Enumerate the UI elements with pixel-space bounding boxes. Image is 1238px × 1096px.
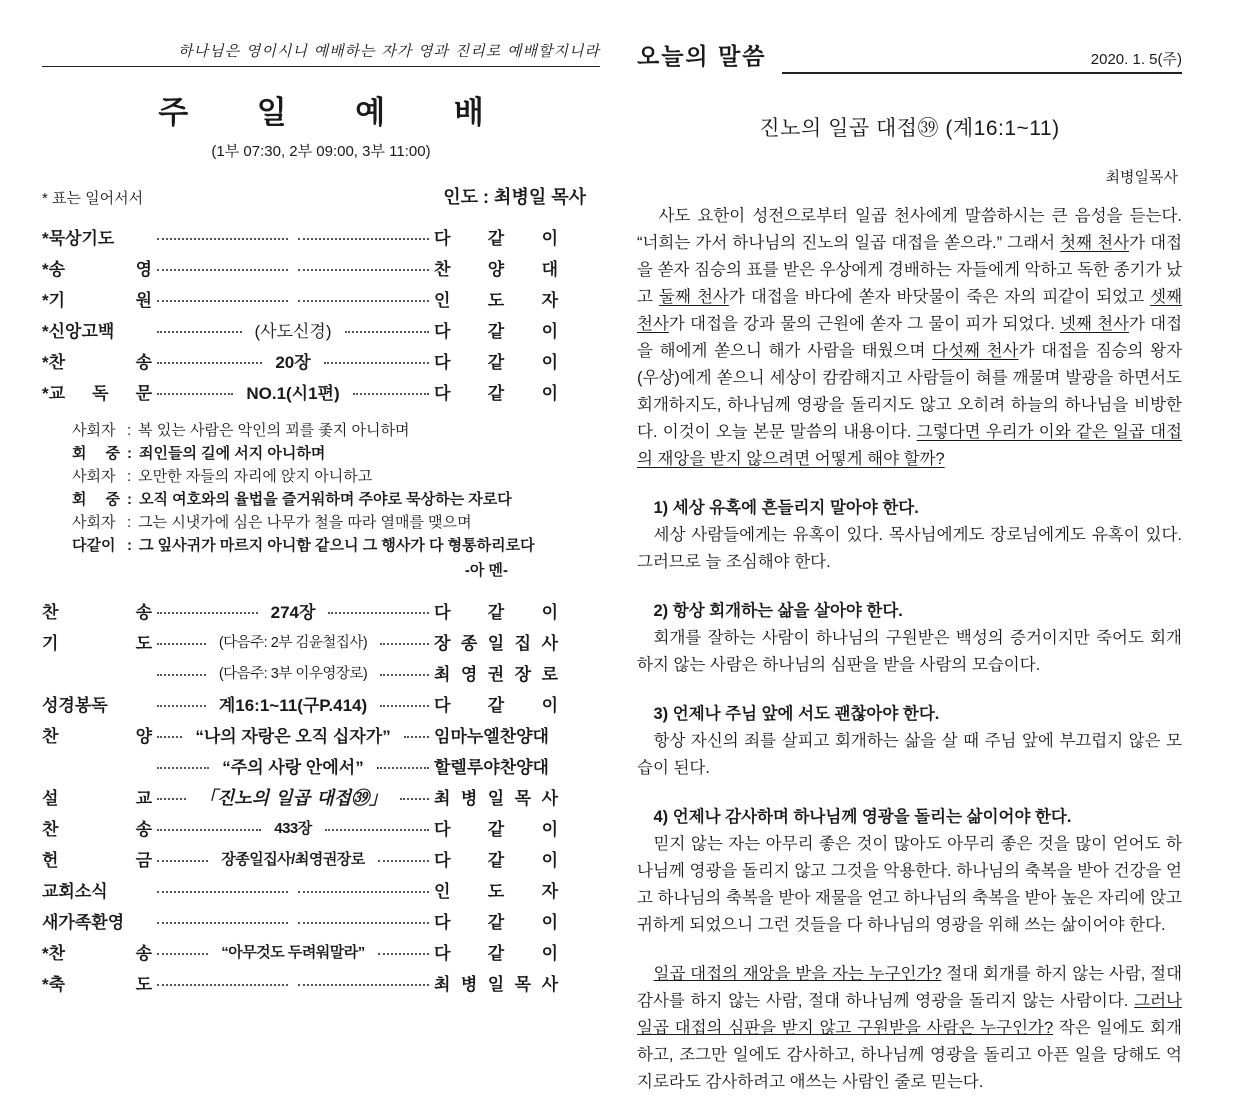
order-item-detail: “아무것도 두려워말라” bbox=[221, 944, 365, 961]
worship-order-list-1 bbox=[42, 221, 600, 407]
bulletin-left-page bbox=[42, 40, 600, 998]
order-item-detail: (사도신경) bbox=[254, 322, 332, 341]
dot-leader bbox=[157, 612, 258, 614]
sermon-title: 진노의 일곱 대접㊴ (계16:1~11) bbox=[759, 117, 1060, 140]
reading-speaker: 회 중 bbox=[72, 445, 120, 462]
order-item-label: *찬 송 bbox=[42, 944, 152, 963]
order-item-label: *교 독 문 bbox=[42, 384, 152, 403]
responsive-reading bbox=[72, 419, 560, 583]
order-row bbox=[42, 252, 558, 283]
reading-text: 오직 여호와의 율법을 즐거워하며 주야로 묵상하는 자로다 bbox=[139, 491, 512, 508]
dot-leader bbox=[157, 674, 206, 676]
order-item-performer: 다 같 이 bbox=[434, 913, 558, 932]
order-item-performer: 다 같 이 bbox=[434, 851, 559, 870]
dot-leader bbox=[328, 612, 429, 614]
order-item-detail: “주의 사랑 안에서” bbox=[222, 758, 364, 777]
sermon-point bbox=[637, 495, 1182, 576]
order-row bbox=[42, 595, 558, 626]
order-item-label: 설 교 bbox=[42, 789, 152, 808]
order-item-performer: 최 영 권 장 로 bbox=[434, 665, 558, 684]
order-item-performer: 다 같 이 bbox=[434, 696, 559, 715]
reading-line bbox=[72, 419, 560, 442]
page-title: 주 일 예 배 bbox=[158, 95, 514, 130]
reading-text: 그 잎사귀가 마르지 아니함 같으니 그 행사가 다 형통하리로다 bbox=[139, 537, 535, 554]
order-item-detail: 「진노의 일곱 대접㊴」 bbox=[198, 787, 388, 809]
reading-colon: : bbox=[127, 445, 132, 462]
reading-text: 그는 시냇가에 심은 나무가 철을 따라 열매를 맺으며 bbox=[138, 514, 472, 531]
order-item-detail: 장종일집사/최영권장로 bbox=[221, 851, 365, 868]
order-item-performer: 최 병 일 목 사 bbox=[434, 975, 558, 994]
sermon-author: 최병일목사 bbox=[1105, 169, 1178, 186]
order-item-label: *기 원 bbox=[42, 291, 152, 310]
reading-text: 복 있는 사람은 악인의 꾀를 좇지 아니하며 bbox=[138, 422, 410, 439]
order-item-detail: NO.1(시1편) bbox=[246, 384, 340, 403]
order-item-performer: 임마누엘찬양대 bbox=[434, 727, 549, 746]
order-row bbox=[42, 781, 558, 812]
order-item-performer: 다 같 이 bbox=[434, 353, 558, 372]
dot-leader bbox=[324, 362, 429, 364]
order-row bbox=[42, 719, 558, 750]
reading-colon: : bbox=[127, 514, 132, 531]
dot-leader bbox=[157, 736, 182, 738]
reading-speaker: 회 중 bbox=[72, 491, 120, 508]
order-row bbox=[42, 936, 558, 967]
reading-speaker: 다같이 bbox=[72, 537, 116, 554]
reading-colon: : bbox=[127, 468, 132, 485]
order-item-label: 성경봉독 bbox=[42, 696, 108, 715]
reading-colon: : bbox=[127, 491, 132, 508]
order-row bbox=[42, 967, 558, 998]
order-item-label: 찬 송 bbox=[42, 603, 152, 622]
order-item-detail: “나의 자랑은 오직 십자가” bbox=[195, 727, 391, 746]
dot-leader bbox=[157, 798, 186, 800]
dot-leader bbox=[157, 767, 209, 769]
sermon-intro-paragraph: 사도 요한이 성전으로부터 일곱 천사에게 말씀하시는 큰 음성을 듣는다. “너희는 가서 하나님의 진노의 일곱 대접을 쏟으라.” 그래서 첫째 천사가 대접을 쏟자 짐승의 표를 받은 우상에게 경배하는 자들에게 악하고 독한 종기가 났고 둘째 천사가 대접을 바다에 쏟자 바닷물이 죽은 자의 피같이 되었고 셋째 천사가 대접을 강과 물의 근원에 쏟자 그 물이 피가 되었다. 넷째 천사가 대접을 해에게 쏟으니 해가 사람을 태웠으며 다섯째 천사가 대접을 짐승의 왕자(우상)에게 쏟으니 세상이 캄캄해지고 사람들이 혀를 깨물며 발광을 하면서도 회개하지도, 하나님께 영광을 돌리지도 않고 오히려 하늘의 하나님을 비방한다. 이것이 오늘 본문 말씀의 내용이다. 그렇다면 우리가 이와 같은 일곱 대접의 재앙을 받지 않으려면 어떻게 해야 할까? bbox=[637, 207, 1183, 468]
dot-leader bbox=[353, 393, 429, 395]
sermon-point bbox=[637, 598, 1182, 679]
dot-leader bbox=[157, 829, 261, 831]
worship-order-list-2 bbox=[42, 595, 600, 998]
order-row bbox=[42, 314, 558, 345]
reading-text: 오만한 자들의 자리에 앉지 아니하고 bbox=[138, 468, 373, 485]
sermon-points bbox=[637, 495, 1182, 939]
order-item-label: 헌 금 bbox=[42, 851, 152, 870]
dot-leader bbox=[157, 953, 208, 955]
dot-leader bbox=[378, 860, 429, 862]
dot-leader bbox=[157, 362, 262, 364]
date: 2020. 1. 5(주) bbox=[1090, 51, 1182, 68]
order-item-performer: 다 같 이 bbox=[434, 322, 559, 341]
reading-colon: : bbox=[127, 537, 132, 554]
order-row bbox=[42, 657, 558, 688]
reading-speaker: 사회자 bbox=[72, 514, 116, 531]
order-row bbox=[42, 345, 558, 376]
dot-leader bbox=[380, 674, 429, 676]
order-row bbox=[42, 688, 558, 719]
dot-leader bbox=[377, 767, 429, 769]
order-item-detail: 274장 bbox=[270, 603, 316, 622]
order-item-label: 교회소식 bbox=[42, 882, 108, 901]
order-row bbox=[42, 843, 558, 874]
reading-text: 죄인들의 길에 서지 아니하며 bbox=[139, 445, 326, 462]
order-item-label: *묵상기도 bbox=[42, 229, 115, 248]
order-item-label: 새가족환영 bbox=[42, 913, 125, 932]
order-item-performer: 다 같 이 bbox=[434, 603, 559, 622]
dot-leader bbox=[325, 829, 429, 831]
dot-leader bbox=[157, 922, 288, 924]
dot-leader bbox=[400, 798, 429, 800]
order-row bbox=[42, 750, 558, 781]
order-row bbox=[42, 626, 558, 657]
dot-leader bbox=[298, 891, 429, 893]
sermon-point bbox=[637, 804, 1182, 939]
bulletin-right-page bbox=[637, 38, 1182, 1096]
reading-line bbox=[72, 488, 560, 511]
reading-line bbox=[72, 534, 560, 557]
dot-leader bbox=[298, 238, 429, 240]
order-item-label: 기 도 bbox=[42, 634, 152, 653]
order-item-performer: 인 도 자 bbox=[434, 882, 558, 901]
order-item-label: *찬 송 bbox=[42, 353, 152, 372]
service-times: (1부 07:30, 2부 09:00, 3부 11:00) bbox=[211, 143, 431, 160]
reading-speaker: 사회자 bbox=[72, 468, 116, 485]
amen-line: -아 멘- bbox=[464, 562, 508, 579]
reading-line bbox=[72, 465, 560, 488]
dot-leader bbox=[157, 643, 206, 645]
scripture-verse-header: 하나님은 영이시니 예배하는 자가 영과 진리로 예배할지니라 bbox=[42, 40, 600, 67]
order-row bbox=[42, 283, 558, 314]
order-item-performer: 최 병 일 목 사 bbox=[434, 789, 558, 808]
order-row bbox=[42, 874, 558, 905]
order-row bbox=[42, 905, 558, 936]
reading-line bbox=[72, 442, 560, 465]
dot-leader bbox=[345, 331, 430, 333]
sermon-point-heading: 3) 언제나 주님 앞에 서도 괜찮아야 한다. bbox=[653, 705, 940, 723]
order-item-performer: 인 도 자 bbox=[434, 291, 558, 310]
header-rule bbox=[782, 48, 1182, 74]
dot-leader bbox=[380, 643, 429, 645]
order-item-label: 찬 양 bbox=[42, 727, 152, 746]
dot-leader bbox=[298, 300, 429, 302]
reading-colon: : bbox=[127, 422, 132, 439]
order-item-performer: 할렐루야찬양대 bbox=[434, 758, 549, 777]
reading-line bbox=[72, 511, 560, 534]
dot-leader bbox=[157, 238, 288, 240]
dot-leader bbox=[157, 705, 206, 707]
sermon-point-body: 회개를 잘하는 사람이 하나님의 구원받은 백성의 증거이지만 죽어도 회개하지 않는 사람은 하나님의 심판을 받을 사람의 모습이다. bbox=[637, 629, 1182, 674]
order-item-performer: 장 종 일 집 사 bbox=[434, 634, 558, 653]
dot-leader bbox=[157, 331, 242, 333]
sermon-point-body: 믿지 않는 자는 아무리 좋은 것이 많아도 아무리 좋은 것을 많이 얻어도 하나님께 영광을 돌리지 않고 그것을 악용한다. 하나님의 축복을 받아 건강을 얻고 하나님의 축복을 받아 재물을 얻고 하나님의 축복을 받아 높은 자리에 앉고 귀하게 되었으니 그런 것들을 다 하나님의 영광을 위해 쓰는 삶이어야 한다. bbox=[637, 835, 1182, 934]
reading-speaker: 사회자 bbox=[72, 422, 116, 439]
dot-leader bbox=[298, 922, 429, 924]
dot-leader bbox=[298, 984, 429, 986]
order-item-performer: 다 같 이 bbox=[434, 820, 558, 839]
todays-word-header bbox=[637, 38, 1182, 74]
order-item-performer: 다 같 이 bbox=[434, 944, 558, 963]
order-item-performer: 다 같 이 bbox=[434, 384, 558, 403]
sermon-point bbox=[637, 701, 1182, 782]
dot-leader bbox=[378, 953, 429, 955]
sermon-point-heading: 4) 언제나 감사하며 하나님께 영광을 돌리는 삶이어야 한다. bbox=[653, 808, 1072, 826]
sermon-point-body: 세상 사람들에게는 유혹이 있다. 목사님에게도 장로님에게도 유혹이 있다. 그러므로 늘 조심해야 한다. bbox=[637, 526, 1182, 571]
dot-leader bbox=[157, 393, 233, 395]
responsive-reading-lines bbox=[72, 419, 560, 557]
order-item-detail: (다음주: 3부 이우영장로) bbox=[218, 666, 368, 682]
order-item-label: 찬 송 bbox=[42, 820, 152, 839]
order-item-performer: 찬 양 대 bbox=[434, 260, 558, 279]
dot-leader bbox=[157, 860, 208, 862]
dot-leader bbox=[380, 705, 429, 707]
order-row bbox=[42, 376, 558, 407]
order-item-label: *신앙고백 bbox=[42, 322, 115, 341]
order-row bbox=[42, 221, 558, 252]
stand-note: * 표는 일어서서 bbox=[42, 190, 144, 207]
sermon-body bbox=[637, 203, 1182, 1096]
dot-leader bbox=[157, 984, 288, 986]
order-item-detail: 계16:1~11(구P.414) bbox=[218, 696, 368, 715]
order-item-label: *송 영 bbox=[42, 260, 152, 279]
sermon-point-body: 항상 자신의 죄를 살피고 회개하는 삶을 살 때 주님 앞에 부끄럽지 않은 모습이 된다. bbox=[637, 732, 1182, 777]
service-leader: 인도 : 최병일 목사 bbox=[443, 187, 586, 207]
order-item-performer: 다 같 이 bbox=[434, 229, 558, 248]
todays-word-title: 오늘의 말씀 bbox=[637, 43, 767, 69]
note-row bbox=[42, 183, 600, 209]
dot-leader bbox=[404, 736, 429, 738]
sermon-point-heading: 1) 세상 유혹에 흔들리지 말아야 한다. bbox=[653, 499, 919, 517]
order-item-detail: (다음주: 2부 김윤철집사) bbox=[218, 635, 368, 651]
dot-leader bbox=[157, 891, 288, 893]
order-item-label: *축 도 bbox=[42, 975, 152, 994]
sermon-closing-paragraph: 일곱 대접의 재앙을 받을 자는 누구인가? 절대 회개를 하지 않는 사람, 절대 감사를 하지 않는 사람, 절대 하나님께 영광을 돌리지 않는 사람이다. 그러나 일곱 대접의 심판을 받지 않고 구원받을 사람은 누구인가? 작은 일에도 회개하고, 조그만 일에도 감사하고, 하나님께 영광을 돌리고 아픈 일을 당해도 억지로라도 감사하려고 애쓰는 사람인 줄로 믿는다. bbox=[637, 965, 1183, 1091]
dot-leader bbox=[298, 269, 429, 271]
order-item-detail: 20장 bbox=[275, 353, 311, 372]
dot-leader bbox=[157, 300, 288, 302]
order-item-detail: 433장 bbox=[274, 820, 312, 837]
order-row bbox=[42, 812, 558, 843]
dot-leader bbox=[157, 269, 288, 271]
sermon-point-heading: 2) 항상 회개하는 삶을 살아야 한다. bbox=[653, 602, 903, 620]
